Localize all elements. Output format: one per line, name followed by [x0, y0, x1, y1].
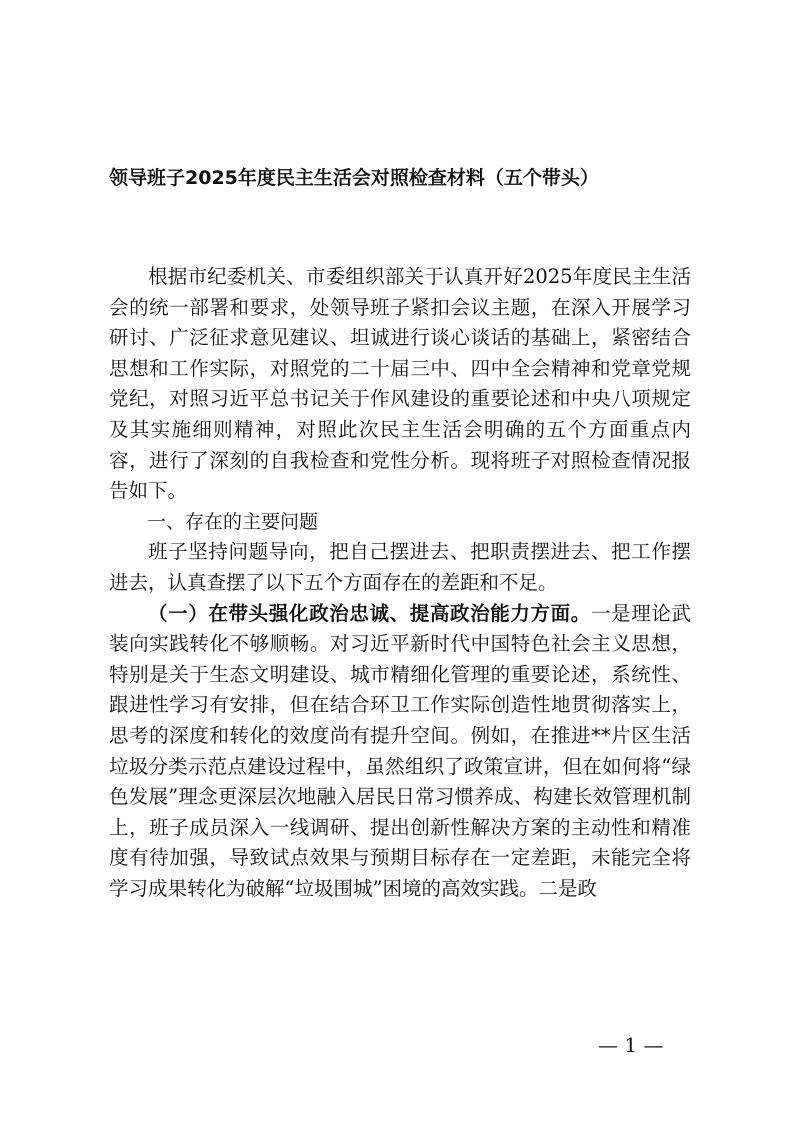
- intro-paragraph: 根据市纪委机关、市委组织部关于认真开好2025年度民主生活会的统一部署和要求，处领导班子紧扣会议主题，在深入开展学习研讨、广泛征求意见建议、坦诚进行谈心谈话的基础上，紧密结合思想和工作实际，对照党的二十届三中、四中全会精神和党章党规党纪，对照习近平总书记关于作风建设的重要论述和中央八项规定及其实施细则精神，对照此次民主生活会明确的五个方面重点内容，进行了深刻的自我检查和党性分析。现将班子对照检查情况报告如下。: [109, 265, 691, 503]
- item-text: 一是理论武装向实践转化不够顺畅。对习近平新时代中国特色社会主义思想，特别是关于生态文明建设、城市精细化管理的重要论述，系统性、跟进性学习有安排，但在结合环卫工作实际创造性地贯彻落实上，思考的深度和转化的效度尚有提升空间。例如，在推进**片区生活垃圾分类示范点建设过程中，虽然组织了政策宣讲，但在如何将“绿色发展”理念更深层次地融入居民日常习惯养成、构建长效管理机制上，班子成员深入一线调研、提出创新性解决方案的主动性和精准度有待加强，导致试点效果与预期目标存在一定差距，未能完全将学习成果转化为破解“垃圾围城”困境的高效实践。二是政: [109, 601, 691, 900]
- document-title: 领导班子2025年度民主生活会对照检查材料（五个带头）: [109, 167, 599, 189]
- section-heading: 一、存在的主要问题: [147, 510, 319, 533]
- section-intro-paragraph: 班子坚持问题导向，把自己摆进去、把职责摆进去、把工作摆进去，认真查摆了以下五个方面存在的差距和不足。: [109, 540, 691, 594]
- page-number: — 1 —: [598, 1033, 664, 1057]
- item-heading: （一）在带头强化政治忠诚、提高政治能力方面。: [148, 601, 591, 625]
- item-paragraph: [109, 599, 691, 905]
- document-body: [109, 262, 691, 904]
